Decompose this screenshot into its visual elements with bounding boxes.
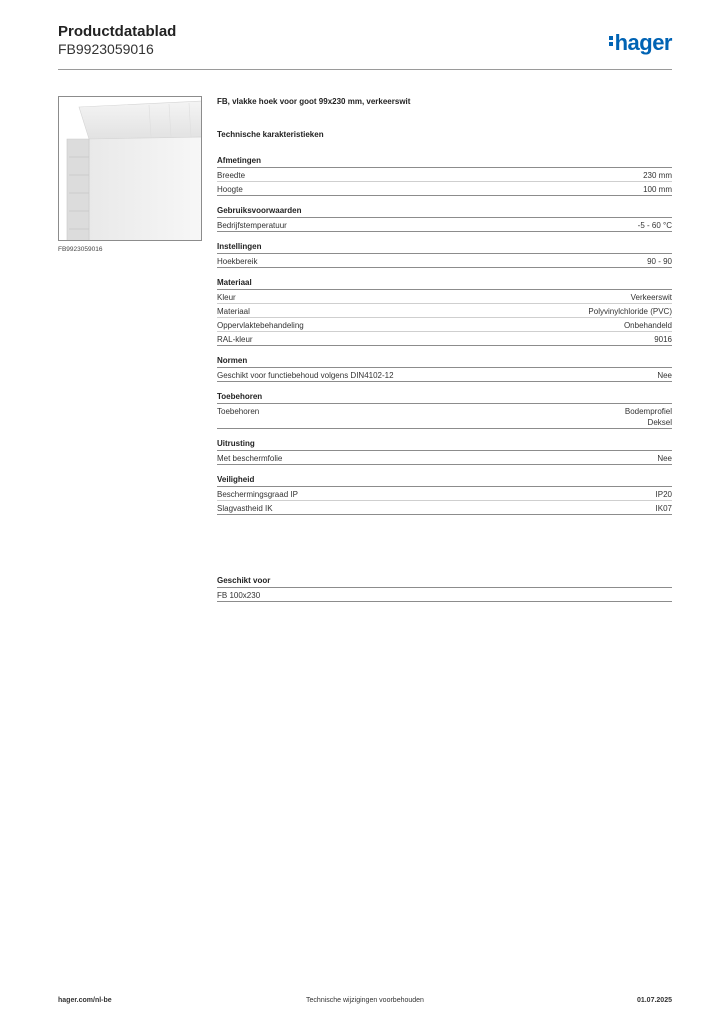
spec-content [217, 96, 672, 525]
spec-value-line: -5 - 60 °C [637, 221, 672, 230]
spec-value [638, 220, 672, 231]
spec-value [643, 184, 672, 195]
spec-sections [217, 156, 672, 515]
suitable-for-title: Geschikt voor [217, 576, 672, 588]
spec-label: Met beschermfolie [217, 454, 283, 463]
spec-value-line: Deksel [647, 418, 672, 427]
hager-logo [609, 30, 672, 56]
spec-label: Beschermingsgraad IP [217, 490, 298, 499]
section-title: Instellingen [217, 242, 672, 254]
spec-value-line: IK07 [655, 504, 672, 513]
spec-section [217, 242, 672, 268]
section-title: Veiligheid [217, 475, 672, 487]
section-title: Normen [217, 356, 672, 368]
suitable-for-section [217, 576, 672, 602]
product-code: FB9923059016 [58, 41, 154, 57]
spec-row [217, 404, 672, 429]
spec-label: Breedte [217, 171, 246, 180]
spec-value-line: Verkeerswit [630, 293, 672, 302]
spec-section [217, 392, 672, 429]
spec-value-line: IP20 [655, 490, 672, 499]
section-title: Toebehoren [217, 392, 672, 404]
spec-label: Hoekbereik [217, 257, 258, 266]
spec-section [217, 206, 672, 232]
spec-value [647, 256, 672, 267]
spec-value [588, 306, 672, 317]
cable-trunking-corner-icon [59, 97, 202, 241]
spec-label: Materiaal [217, 307, 250, 316]
spec-section [217, 156, 672, 196]
spec-row [217, 168, 672, 182]
logo-dots-icon [609, 34, 614, 48]
spec-value [657, 453, 672, 464]
section-title: Materiaal [217, 278, 672, 290]
spec-row [217, 254, 672, 268]
section-title: Uitrusting [217, 439, 672, 451]
spec-value-line: 100 mm [643, 185, 672, 194]
spec-value [656, 503, 672, 514]
spec-value [625, 406, 672, 428]
section-title: Gebruiksvoorwaarden [217, 206, 672, 218]
spec-value [656, 489, 672, 500]
spec-row [217, 304, 672, 318]
suitable-for-list [217, 588, 672, 602]
spec-section [217, 278, 672, 346]
spec-value-line: Polyvinylchloride (PVC) [588, 307, 672, 316]
spec-value [657, 370, 672, 381]
spec-section [217, 439, 672, 465]
spec-label: RAL-kleur [217, 335, 253, 344]
spec-row [217, 182, 672, 196]
spec-label: Bedrijfstemperatuur [217, 221, 287, 230]
product-image [58, 96, 202, 241]
spec-value-line: Onbehandeld [623, 321, 672, 330]
spec-label: Kleur [217, 293, 236, 302]
spec-label: Geschikt voor functiebehoud volgens DIN4102-12 [217, 371, 394, 380]
footer-date: 01.07.2025 [636, 997, 672, 1004]
spec-section [217, 475, 672, 515]
spec-value [631, 292, 672, 303]
spec-row [217, 501, 672, 515]
spec-value-line: Bodemprofiel [624, 407, 672, 416]
product-image-caption: FB9923059016 [58, 246, 103, 253]
section-title: Afmetingen [217, 156, 672, 168]
spec-row [217, 290, 672, 304]
spec-label: Oppervlaktebehandeling [217, 321, 304, 330]
spec-value-line: 90 - 90 [647, 257, 672, 266]
spec-section [217, 356, 672, 382]
spec-value-line: Nee [657, 371, 672, 380]
suitable-for-item: FB 100x230 [217, 588, 672, 602]
spec-value [624, 320, 672, 331]
page-header [58, 20, 672, 70]
spec-value [654, 334, 672, 345]
spec-row [217, 218, 672, 232]
document-title: Productdatablad [58, 23, 177, 40]
spec-label: Toebehoren [217, 407, 260, 416]
spec-value-line: Nee [657, 454, 672, 463]
footer-website: hager.com/nl-be [58, 997, 112, 1004]
logo-text: hager [614, 30, 672, 55]
spec-value [643, 170, 672, 181]
spec-row [217, 318, 672, 332]
spec-label: Slagvastheid IK [217, 504, 273, 513]
spec-row [217, 451, 672, 465]
footer-notice: Technische wijzigingen voorbehouden [306, 997, 424, 1004]
product-description: FB, vlakke hoek voor goot 99x230 mm, verkeerswit [217, 97, 411, 106]
spec-value-line: 230 mm [643, 171, 672, 180]
tech-characteristics-heading: Technische karakteristieken [217, 130, 324, 139]
spec-row [217, 487, 672, 501]
spec-row [217, 332, 672, 346]
spec-value-line: 9016 [654, 335, 672, 344]
spec-label: Hoogte [217, 185, 243, 194]
spec-row [217, 368, 672, 382]
